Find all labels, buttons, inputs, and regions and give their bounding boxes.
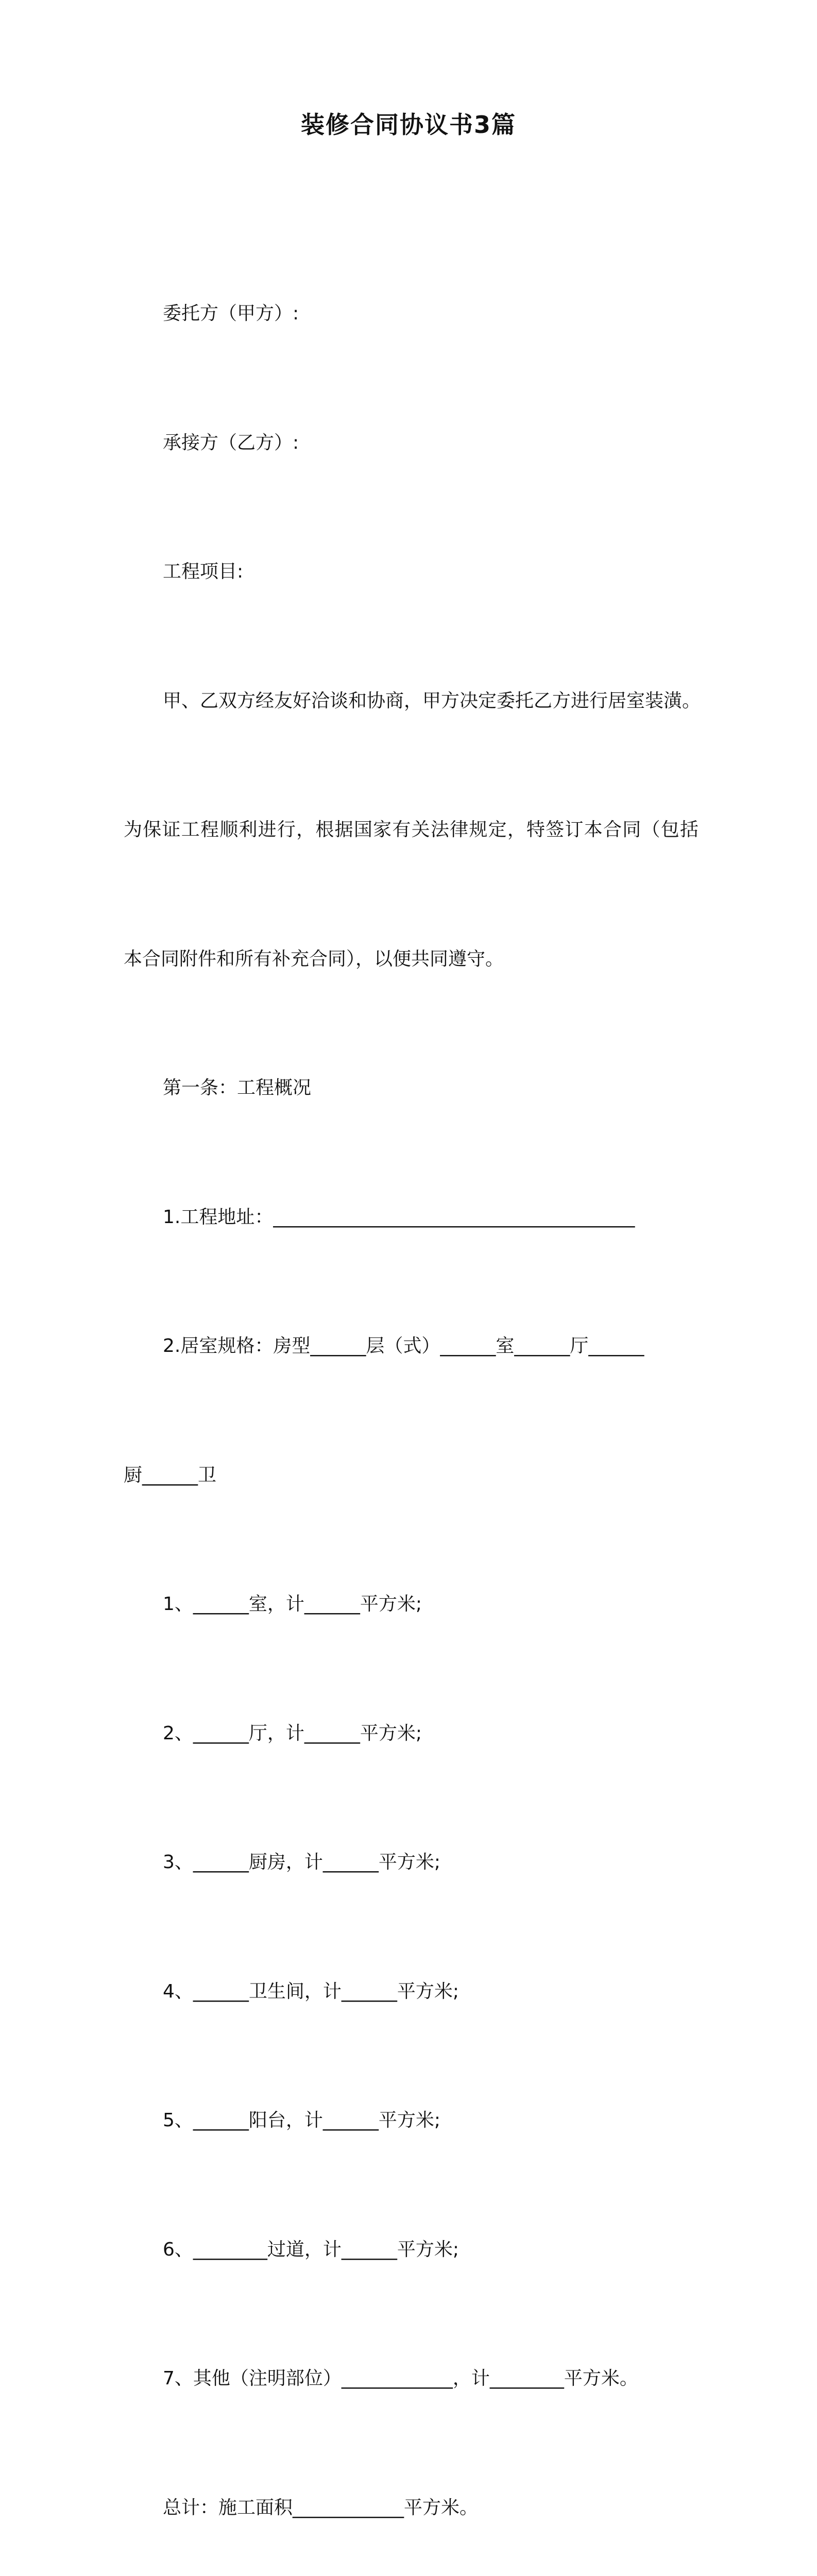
area-item-5: 5、______阳台，计______平方米;	[163, 2110, 441, 2131]
area-item-7: 7、其他（注明部位）____________，计________平方米。	[163, 2368, 638, 2389]
preamble-line-3: 本合同附件和所有补充合同），以便共同遵守。	[124, 948, 504, 970]
party-b-line: 承接方（乙方）:	[163, 432, 299, 453]
project-line: 工程项目:	[163, 561, 244, 582]
room-spec-line-1: 2.居室规格：房型______层（式）______室______厅______	[163, 1335, 644, 1357]
area-item-6: 6、________过道，计______平方米;	[163, 2239, 459, 2260]
area-total-line: 总计：施工面积____________平方米。	[163, 2497, 479, 2518]
area-item-2: 2、______厅，计______平方米;	[163, 1722, 422, 1744]
party-a-line: 委托方（甲方）:	[163, 303, 299, 324]
article-1-heading: 第一条：工程概况	[163, 1077, 312, 1098]
document-title: 装修合同协议书3篇	[300, 111, 516, 139]
preamble-line-1: 甲、乙双方经友好洽谈和协商，甲方决定委托乙方进行居室装潢。	[163, 690, 701, 711]
area-item-4: 4、______卫生间，计______平方米;	[163, 1980, 459, 2002]
area-item-1: 1、______室，计______平方米;	[163, 1594, 422, 1615]
preamble-line-2: 为保证工程顺利进行，根据国家有关法律规定，特签订本合同（包括	[124, 819, 699, 840]
room-spec-line-2: 厨______卫	[124, 1464, 217, 1486]
project-address-line: 1.工程地址：_______________________________________	[163, 1206, 635, 1228]
area-item-3: 3、______厨房，计______平方米;	[163, 1852, 441, 1873]
document-body	[124, 206, 699, 2576]
